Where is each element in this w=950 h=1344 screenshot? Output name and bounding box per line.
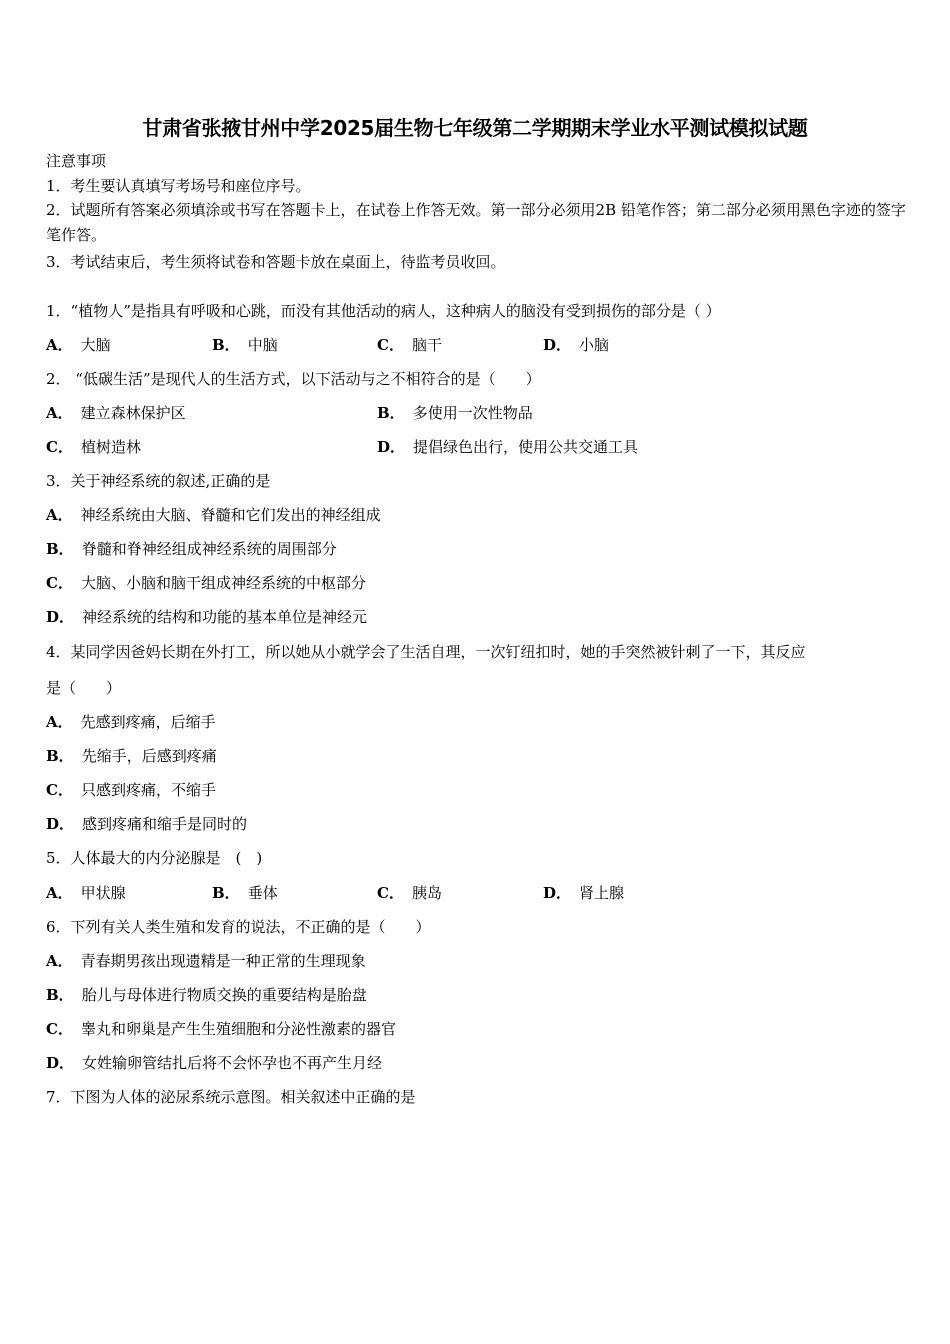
option-label: B． — [212, 336, 240, 354]
option-text: 胰岛 — [411, 884, 442, 902]
option-text: 小脑 — [579, 336, 610, 354]
q3-option-a — [46, 505, 381, 525]
option-text: 植树造林 — [80, 438, 141, 456]
notice-heading: 注意事项 — [46, 152, 107, 170]
q5-option-c — [377, 883, 442, 903]
notice-item-1: 1．考生要认真填写考场号和座位序号。 — [46, 177, 311, 195]
option-label: D． — [46, 1054, 75, 1072]
q3-option-b — [46, 539, 337, 559]
option-label: C． — [377, 336, 404, 354]
option-label: A． — [46, 404, 73, 422]
question-7-stem: 7．下图为人体的泌尿系统示意图。相关叙述中正确的是 — [46, 1088, 416, 1106]
q2-option-d — [377, 437, 638, 457]
option-label: D． — [46, 815, 75, 833]
q1-option-c — [377, 335, 442, 355]
option-text: 提倡绿色出行，使用公共交通工具 — [413, 438, 639, 456]
option-text: 胎儿与母体进行物质交换的重要结构是胎盘 — [81, 986, 367, 1004]
q6-option-d — [46, 1053, 382, 1073]
q2-option-c — [46, 437, 141, 457]
option-label: A． — [46, 952, 73, 970]
option-text: 大脑 — [80, 336, 111, 354]
q1-option-b — [212, 335, 278, 355]
option-label: B． — [377, 404, 405, 422]
option-text: 神经系统的结构和功能的基本单位是神经元 — [82, 608, 368, 626]
option-text: 甲状腺 — [80, 884, 126, 902]
option-text: 建立森林保护区 — [80, 404, 186, 422]
question-2-stem: 2． “低碳生活”是现代人的生活方式，以下活动与之不相符合的是（ ） — [46, 370, 541, 388]
option-label: D． — [377, 438, 406, 456]
option-label: A． — [46, 713, 73, 731]
option-text: 先缩手，后感到疼痛 — [81, 747, 217, 765]
option-label: D． — [543, 336, 572, 354]
option-label: C． — [46, 781, 73, 799]
option-text: 多使用一次性物品 — [412, 404, 533, 422]
option-text: 先感到疼痛，后缩手 — [80, 713, 216, 731]
option-label: A． — [46, 506, 73, 524]
option-label: C． — [46, 1020, 73, 1038]
q4-option-b — [46, 746, 217, 766]
option-label: B． — [46, 986, 74, 1004]
exam-title: 甘肃省张掖甘州中学2025届生物七年级第二学期期末学业水平测试模拟试题 — [142, 116, 808, 140]
q4-option-d — [46, 814, 247, 834]
option-label: D． — [543, 884, 572, 902]
q5-option-d — [543, 883, 624, 903]
q3-option-c — [46, 573, 366, 593]
option-label: D． — [46, 608, 75, 626]
option-text: 睾丸和卵巢是产生生殖细胞和分泌性激素的器官 — [80, 1020, 396, 1038]
q1-option-a — [46, 335, 111, 355]
option-label: B． — [46, 540, 74, 558]
notice-item-3: 3．考试结束后，考生须将试卷和答题卡放在桌面上，待监考员收回。 — [46, 253, 506, 271]
q2-option-a — [46, 403, 186, 423]
notice-item-2: 2．试题所有答案必须填涂或书写在答题卡上，在试卷上作答无效。第一部分必须用2B 铅笔作答；第二部分必须用黑色字迹的签字笔作答。 — [46, 201, 906, 244]
q4-option-c — [46, 780, 216, 800]
q4-option-a — [46, 712, 216, 732]
q3-option-d — [46, 607, 367, 627]
option-label: A． — [46, 884, 73, 902]
q6-option-b — [46, 985, 367, 1005]
option-label: C． — [46, 438, 73, 456]
q6-option-a — [46, 951, 366, 971]
option-text: 中脑 — [247, 336, 278, 354]
option-text: 神经系统由大脑、脊髓和它们发出的神经组成 — [80, 506, 381, 524]
option-text: 女姓输卵管结扎后将不会怀孕也不再产生月经 — [82, 1054, 383, 1072]
option-text: 大脑、小脑和脑干组成神经系统的中枢部分 — [80, 574, 366, 592]
option-label: C． — [46, 574, 73, 592]
q1-option-d — [543, 335, 609, 355]
q5-option-b — [212, 883, 278, 903]
option-text: 感到疼痛和缩手是同时的 — [82, 815, 248, 833]
q6-option-c — [46, 1019, 396, 1039]
question-4-stem: 4．某同学因爸妈长期在外打工，所以她从小就学会了生活自理，一次钉纽扣时，她的手突然被针刺了一下，其反应 — [46, 643, 806, 661]
question-4-stem-cont: 是（ ） — [46, 679, 122, 697]
question-3-stem: 3．关于神经系统的叙述,正确的是 — [46, 472, 271, 490]
option-label: B． — [46, 747, 74, 765]
option-label: B． — [212, 884, 240, 902]
question-5-stem: 5．人体最大的内分泌腺是 ( ) — [46, 849, 263, 867]
question-6-stem: 6．下列有关人类生殖和发育的说法，不正确的是（ ） — [46, 918, 431, 936]
option-text: 只感到疼痛，不缩手 — [80, 781, 216, 799]
option-label: C． — [377, 884, 404, 902]
option-text: 垂体 — [247, 884, 278, 902]
option-text: 脊髓和脊神经组成神经系统的周围部分 — [81, 540, 337, 558]
q2-option-b — [377, 403, 533, 423]
q5-option-a — [46, 883, 126, 903]
option-label: A． — [46, 336, 73, 354]
question-1-stem: 1．“植物人”是指具有呼吸和心跳，而没有其他活动的病人，这种病人的脑没有受到损伤的部分是（ ） — [46, 302, 721, 320]
option-text: 脑干 — [411, 336, 442, 354]
option-text: 肾上腺 — [579, 884, 625, 902]
option-text: 青春期男孩出现遗精是一种正常的生理现象 — [80, 952, 366, 970]
